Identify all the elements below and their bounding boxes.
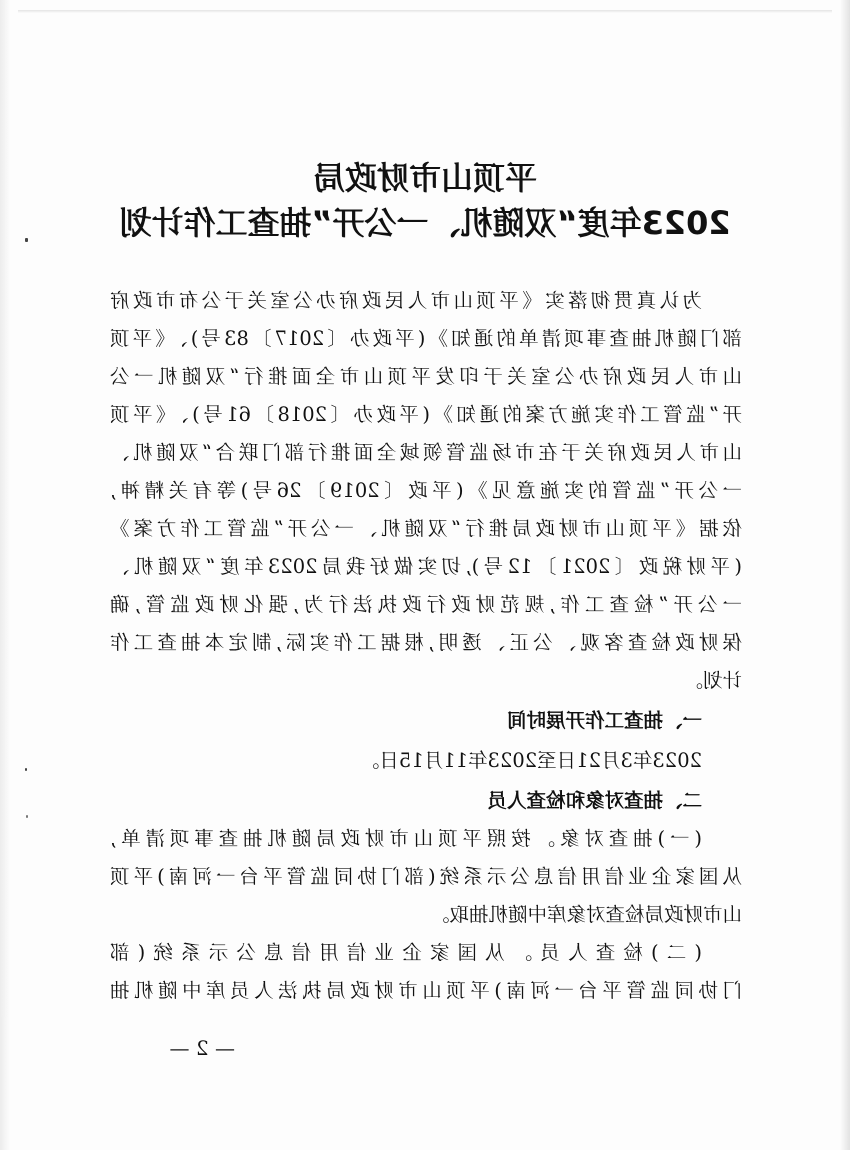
intro-line: 山市人民政府办公室关于印发平顶山市全面推行“双随机一公 [110, 365, 742, 388]
scan-speck [25, 238, 28, 242]
intro-line: 依据《平顶山市财政局推行“双随机、一公开”监管工作方案》 [110, 517, 742, 540]
intro-line: (平财税政〔2021〕12号),切实做好我局2023年度“双随机、 [110, 555, 742, 578]
intro-line: 开”监管工作实施方案的通知》(平政办〔2018〕61号)、《平顶 [110, 403, 742, 426]
document-title-line-1: 平顶山市财政局 [313, 159, 538, 197]
scan-edge-top [18, 10, 832, 13]
scan-edge-right [0, 0, 10, 1150]
intro-line: 为认真贯彻落实《平顶山市人民政府办公室关于公布市政府 [110, 289, 702, 312]
section-2-para-1-line: 山市财政局检查对象库中随机抽取。 [429, 903, 742, 926]
section-2-para-1-line: 从国家企业信用信息公示系统(部门协同监管平台一河南)平顶 [110, 865, 742, 888]
section-2-heading: 二、抽查对象和检查人员 [487, 789, 702, 812]
section-2-para-1-line: (一)抽查对象。按照平顶山市财政局随机抽查事项清单, [110, 827, 702, 850]
scan-speck [26, 815, 28, 818]
scan-edge-left [840, 0, 850, 1150]
intro-line: 部门随机抽查事项清单的通知》(平政办〔2017〕83号)、《平顶 [110, 327, 742, 350]
document-title-line-2: 2023年度“双随机、一公开”抽查工作计划 [119, 204, 731, 242]
intro-line: 一公开”监管的实施意见》(平政〔2019〕26号)等有关精神, [110, 479, 742, 502]
intro-line: 计划。 [683, 669, 742, 692]
intro-line: 一公开”检查工作,规范财政行政执法行为,强化财政监管,确 [110, 593, 742, 616]
scan-speck [25, 768, 27, 771]
section-2-para-2-line: (二)检查人员。从国家企业信用信息公示系统(部 [110, 941, 702, 964]
page-number: — 2 — [169, 1036, 235, 1060]
section-2-para-2-line: 门协同监管平台一河南)平顶山市财政局执法人员库中随机抽 [110, 979, 742, 1002]
intro-line: 山市人民政府关于在市场监管领域全面推行部门联合“双随机、 [110, 441, 742, 464]
intro-line: 保财政检查客观、公正、透明,根据工作实际,制定本抽查工作 [110, 631, 742, 654]
section-1-heading: 一、抽查工作开展时间 [506, 709, 702, 732]
section-1-text: 2023年3月21日至2023年11月15日。 [359, 749, 702, 772]
